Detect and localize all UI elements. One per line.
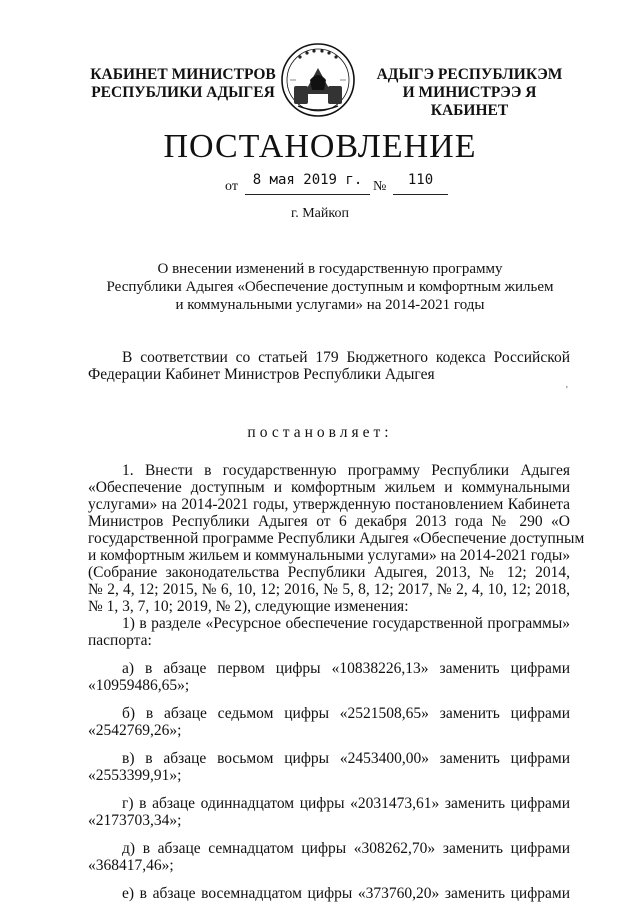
date-from-label: от <box>225 179 238 194</box>
body-line: и комфортным жильем и коммунальными услугами» на 2014-2021 годы» <box>88 547 571 564</box>
body-line: а) в абзаце первом цифры «10838226,13» заменить цифрами <box>122 660 570 677</box>
subject-line: и коммунальными услугами» на 2014-2021 годы <box>175 297 485 313</box>
body-line: (Собрание законодательства Республики Адыгея, 2013, № 12; 2014, <box>88 564 570 581</box>
subject-line: Республики Адыгея «Обеспечение доступным и комфортным жильем <box>106 279 554 295</box>
document-number: 110 <box>393 172 448 195</box>
body-line: е) в абзаце восемнадцатом цифры «373760,20» заменить цифрами <box>122 885 570 902</box>
header-right <box>362 66 577 120</box>
body-line: паспорта: <box>88 632 152 649</box>
body-line: в) в абзаце восьмом цифры «2453400,00» заменить цифрами <box>122 750 570 767</box>
document-title: ПОСТАНОВЛЕНИЕ <box>163 128 477 165</box>
number-label: № <box>373 179 387 194</box>
header-right-line-2: И МИНИСТРЭЭ Я КАБИНЕТ <box>402 84 537 119</box>
body-line: 1. Внести в государственную программу Республики Адыгея <box>122 462 570 479</box>
body-line: государственной программе Республики Адыгея «Обеспечение доступным <box>88 530 585 547</box>
subject-line: О внесении изменений в государственную программу <box>157 261 503 277</box>
body-line: услугами» на 2014-2021 годы, утвержденную постановлением Кабинета <box>88 496 570 513</box>
resolution-body <box>88 462 585 902</box>
city: г. Майкоп <box>291 206 349 221</box>
body-line: «2173703,34»; <box>88 812 182 829</box>
header-left <box>88 66 278 102</box>
preamble <box>88 349 570 383</box>
body-line: «Обеспечение доступным и комфортным жильем и коммунальными <box>88 479 570 496</box>
body-line: 1) в разделе «Ресурсное обеспечение государственной программы» <box>122 615 570 632</box>
body-line: б) в абзаце седьмом цифры «2521508,65» заменить цифрами <box>122 705 570 722</box>
body-line: № 2, 4, 12; 2015, № 6, 10, 12; 2016, № 5, 8, 12; 2017, № 2, 4, 10, 12; 2018, <box>88 581 570 598</box>
date-number-line <box>225 170 445 198</box>
body-line: «368417,46»; <box>88 857 174 874</box>
header-left-line-1: КАБИНЕТ МИНИСТРОВ <box>90 66 276 83</box>
subject-heading <box>95 260 565 314</box>
body-line: «2553399,91»; <box>88 767 182 784</box>
body-line: г) в абзаце одиннадцатом цифры «2031473,61» заменить цифрами <box>122 795 570 812</box>
header-left-line-2: РЕСПУБЛИКИ АДЫГЕЯ <box>91 84 275 101</box>
adygea-coat-of-arms-icon <box>280 42 356 118</box>
header-right-line-1: АДЫГЭ РЕСПУБЛИКЭМ <box>376 66 563 83</box>
document-date: 8 мая 2019 г. <box>245 172 370 195</box>
body-line: № 1, 3, 7, 10; 2019, № 2), следующие изменения: <box>88 598 409 615</box>
body-line: д) в абзаце семнадцатом цифры «308262,70» заменить цифрами <box>122 840 570 857</box>
body-line: Министров Республики Адыгея от 6 декабря 2013 года № 290 «О <box>88 513 570 530</box>
body-line: «10959486,65»; <box>88 677 190 694</box>
body-line: «2542769,26»; <box>88 722 182 739</box>
resolves-heading: постановляет: <box>247 424 393 441</box>
preamble-line: В соответствии со статьей 179 Бюджетного кодекса Российской <box>122 349 570 366</box>
scan-mark: ' <box>566 385 568 396</box>
preamble-line: Федерации Кабинет Министров Республики Адыгея <box>88 366 435 383</box>
